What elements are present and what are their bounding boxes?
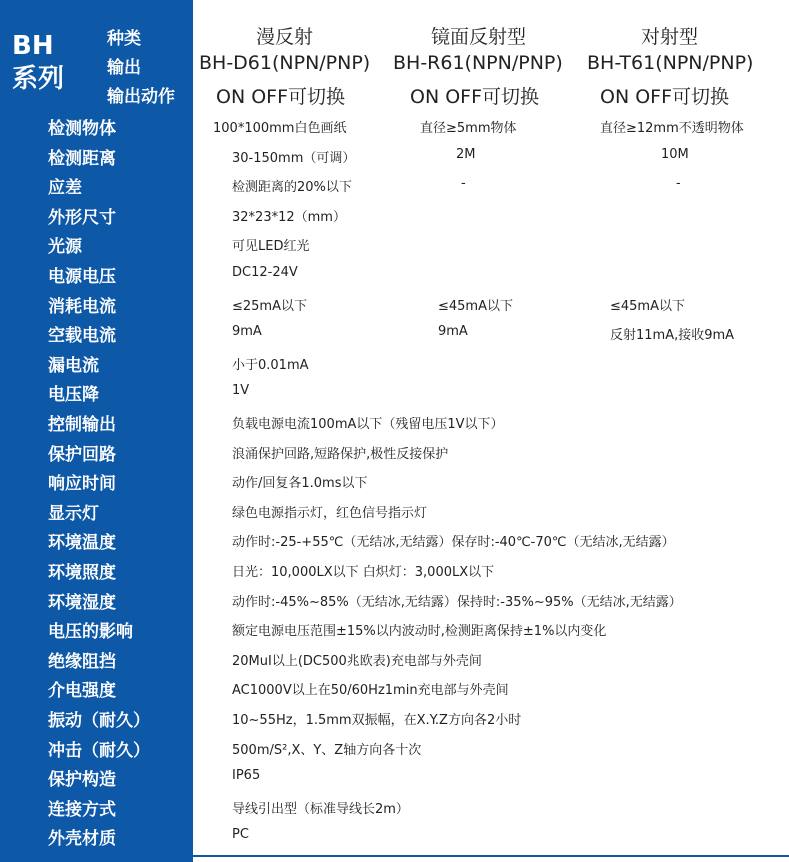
row-label: 振动（耐久） — [48, 711, 150, 731]
row-cell-c1: 9mA — [232, 324, 262, 339]
row-cell-c1: 可见LED红光 — [232, 239, 310, 254]
row-cell-c1: 负载电源电流100mA以下（残留电压1V以下） — [232, 417, 504, 432]
header-label-type: 种类 — [107, 29, 141, 49]
row-label: 冲击（耐久） — [48, 741, 150, 761]
row-cell-c1: 100*100mm白色画纸 — [213, 121, 347, 136]
row-label: 光源 — [48, 237, 82, 257]
row-cell-c1: PC — [232, 827, 249, 842]
row-cell-c1: AC1000V以上在50/60Hz1min充电部与外壳间 — [232, 683, 509, 698]
row-cell-c1: ≤25mA以下 — [232, 299, 307, 314]
row-label: 控制输出 — [48, 415, 116, 435]
row-cell-c1: 32*23*12（mm） — [232, 210, 346, 225]
row-cell-c1: 浪涌保护回路,短路保护,极性反接保护 — [232, 447, 449, 462]
row-cell-c2: 2M — [456, 147, 476, 162]
row-cell-c1: 检测距离的20%以下 — [232, 180, 352, 195]
row-label: 检测物体 — [48, 119, 116, 139]
col1-output: BH-D61(NPN/PNP) — [199, 52, 371, 74]
row-cell-c3: ≤45mA以下 — [610, 299, 685, 314]
row-label: 应差 — [48, 178, 82, 198]
col1-type: 漫反射 — [256, 26, 314, 48]
row-label: 响应时间 — [48, 474, 116, 494]
col2-output: BH-R61(NPN/PNP) — [393, 52, 563, 74]
row-cell-c1: 绿色电源指示灯，红色信号指示灯 — [232, 506, 428, 521]
row-cell-c3: 10M — [661, 147, 689, 162]
row-cell-c1: 500m/S²,X、Y、Z轴方向各十次 — [232, 743, 422, 758]
col2-type: 镜面反射型 — [431, 26, 527, 48]
row-label: 空载电流 — [48, 326, 116, 346]
row-cell-c1: 动作时:-45%~85%（无结冰,无结露）保持时:-35%~95%（无结冰,无结露） — [232, 595, 682, 610]
row-label: 电压降 — [48, 385, 99, 405]
row-label: 环境温度 — [48, 533, 116, 553]
col3-action: ON OFF可切换 — [600, 86, 730, 108]
bottom-divider — [193, 855, 789, 857]
row-cell-c1: DC12-24V — [232, 265, 298, 280]
header-label-output-action: 输出动作 — [107, 87, 175, 107]
row-label: 环境照度 — [48, 563, 116, 583]
row-label: 检测距离 — [48, 149, 116, 169]
row-label: 显示灯 — [48, 504, 99, 524]
row-cell-c2: - — [461, 176, 466, 191]
row-cell-c1: 20MuI以上(DC500兆欧表)充电部与外壳间 — [232, 654, 482, 669]
row-cell-c1: 日光：10,000LX以下 白炽灯：3,000LX以下 — [232, 565, 495, 580]
row-cell-c2: 直径≥5mm物体 — [420, 121, 517, 136]
row-label: 连接方式 — [48, 800, 116, 820]
row-cell-c1: 动作时:-25-+55℃（无结冰,无结露）保存时:-40℃-70℃（无结冰,无结露） — [232, 535, 675, 550]
row-cell-c1: 小于0.01mA — [232, 358, 309, 373]
col1-action: ON OFF可切换 — [216, 86, 346, 108]
row-cell-c3: 反射11mA,接收9mA — [610, 328, 735, 343]
row-cell-c1: 动作/回复各1.0ms以下 — [232, 476, 368, 491]
row-cell-c2: 9mA — [438, 324, 468, 339]
row-label: 外形尺寸 — [48, 208, 116, 228]
row-label: 外壳材质 — [48, 829, 116, 849]
series-title — [12, 30, 64, 96]
row-cell-c3: - — [676, 176, 681, 191]
row-cell-c2: ≤45mA以下 — [438, 299, 513, 314]
row-cell-c1: 30-150mm（可调） — [232, 151, 356, 166]
series-title-line1: BH — [12, 31, 54, 61]
row-cell-c3: 直径≥12mm不透明物体 — [600, 121, 744, 136]
row-label: 消耗电流 — [48, 297, 116, 317]
series-title-line2: 系列 — [12, 64, 65, 94]
row-label: 电源电压 — [48, 267, 116, 287]
row-label: 保护回路 — [48, 445, 116, 465]
row-label: 漏电流 — [48, 356, 99, 376]
col3-type: 对射型 — [641, 26, 699, 48]
row-cell-c1: 导线引出型（标准导线长2m） — [232, 802, 409, 817]
row-label: 环境湿度 — [48, 593, 116, 613]
row-label: 介电强度 — [48, 681, 116, 701]
header-label-output: 输出 — [107, 58, 141, 78]
row-cell-c1: 额定电源电压范围±15%以内波动时,检测距离保持±1%以内变化 — [232, 624, 607, 639]
row-label: 绝缘阻挡 — [48, 652, 116, 672]
row-label: 电压的影响 — [48, 622, 133, 642]
sidebar-panel — [0, 0, 193, 862]
col2-action: ON OFF可切换 — [410, 86, 540, 108]
row-cell-c1: 10~55Hz，1.5mm双振幅，在X.Y.Z方向各2小时 — [232, 713, 522, 728]
row-cell-c1: 1V — [232, 383, 250, 398]
row-cell-c1: IP65 — [232, 768, 261, 783]
row-label: 保护构造 — [48, 770, 116, 790]
col3-output: BH-T61(NPN/PNP) — [587, 52, 754, 74]
